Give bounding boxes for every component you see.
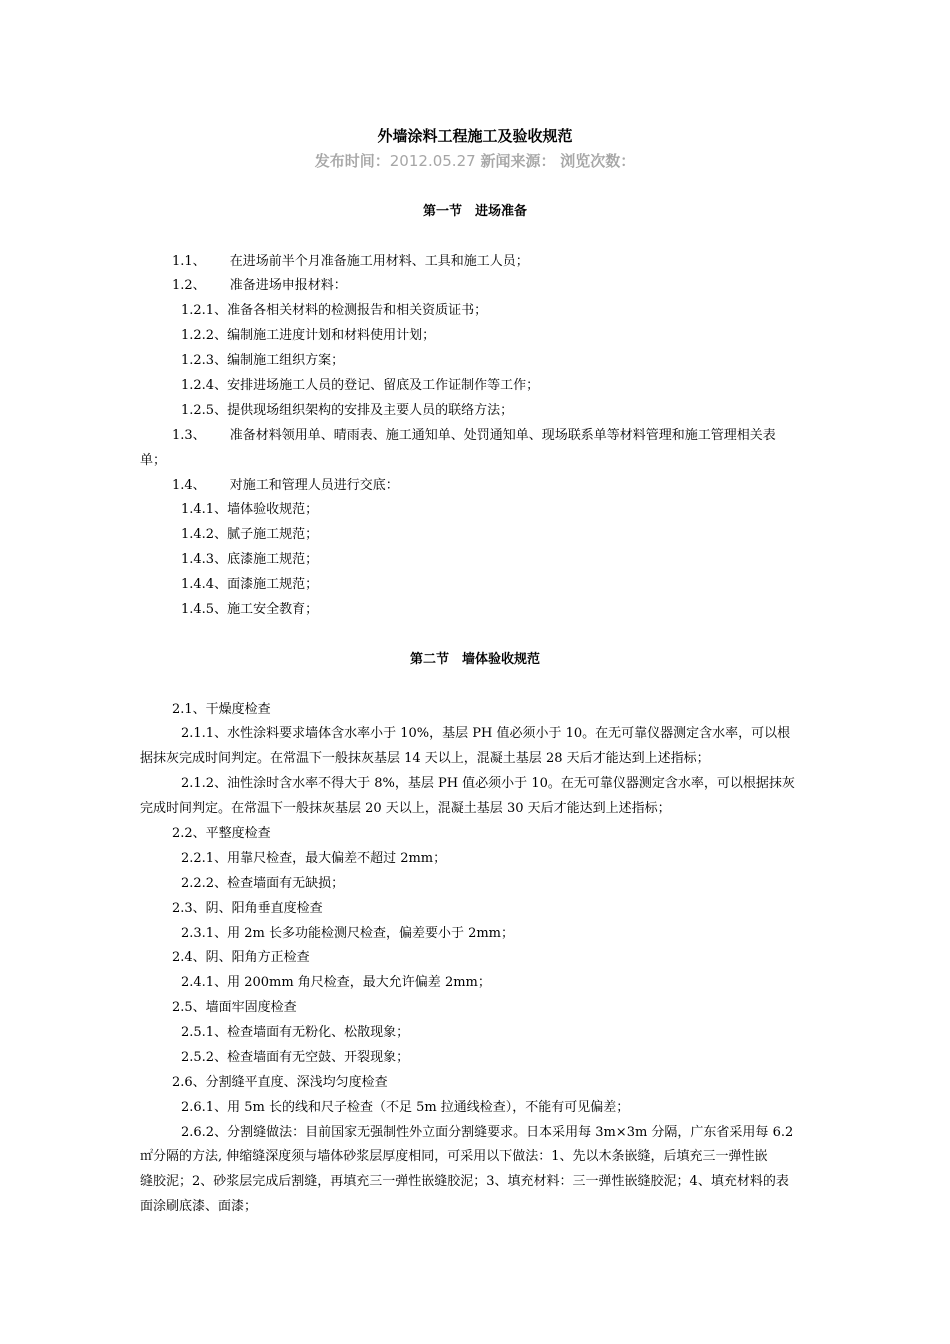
list-item: 2.2.1、用靠尺检查，最大偏差不超过 2mm； [181,851,447,866]
list-item: 2.1、干燥度检查 [172,702,271,717]
list-item: 2.6.1、用 5m 长的线和尺子检查（不足 5m 拉通线检查），不能有可见偏差； [181,1100,630,1115]
publish-label: 发布时间： [314,152,390,170]
article-meta [0,151,950,171]
list-item: 2.3.1、用 2m 长多功能检测尺检查，偏差要小于 2mm； [181,926,514,941]
list-item: 2.5.2、检查墙面有无空鼓、开裂现象； [181,1050,410,1065]
list-item-continuation: 缝胶泥；2、砂浆层完成后割缝，再填充三一弹性嵌缝胶泥；3、填充材料：三一弹性嵌缝胶泥；4、填充材料的表 [140,1174,789,1189]
list-item-continuation: 据抹灰完成时间判定。在常温下一般抹灰基层 14 天以上，混凝土基层 28 天后才能达到上述指标； [140,751,710,766]
list-item: 1.2.4、安排进场施工人员的登记、留底及工作证制作等工作； [181,378,540,393]
list-item: 2.4、阴、阳角方正检查 [172,950,310,965]
list-item: 1.2.1、准备各相关材料的检测报告和相关资质证书； [181,303,488,318]
list-item: 1.4.2、腻子施工规范； [181,527,319,542]
list-item: 2.3、阴、阳角垂直度检查 [172,901,323,916]
list-item-continuation: 面涂刷底漆、面漆； [140,1199,258,1214]
section-heading-1: 第一节 进场准备 [422,204,527,219]
list-item: 1.3、 准备材料领用单、晴雨表、施工通知单、处罚通知单、现场联系单等材料管理和施工管理相关表 [172,428,776,443]
list-item: 1.2.2、编制施工进度计划和材料使用计划； [181,328,436,343]
views-label: 浏览次数： [560,152,636,170]
list-item: 1.2.5、提供现场组织架构的安排及主要人员的联络方法； [181,403,514,418]
source-label: 新闻来源： [480,152,556,170]
list-item-continuation: 单； [140,453,167,468]
list-item: 2.4.1、用 200mm 角尺检查，最大允许偏差 2mm； [181,975,491,990]
list-item: 2.2、平整度检查 [172,826,271,841]
publish-date: 2012.05.27 [389,152,476,170]
list-item: 2.6.2、分割缝做法：目前国家无强制性外立面分割缝要求。日本采用每 3m×3m 分隔，广东省采用每 6.2 [181,1125,794,1140]
list-item: 2.5.1、检查墙面有无粉化、松散现象； [181,1025,410,1040]
list-item: 1.4、 对施工和管理人员进行交底： [172,478,399,493]
section-heading-2: 第二节 墙体验收规范 [409,652,540,667]
list-item: 2.5、墙面牢固度检查 [172,1000,297,1015]
list-item-continuation: 完成时间判定。在常温下一般抹灰基层 20 天以上，混凝土基层 30 天后才能达到上述指标； [140,801,671,816]
list-item: 2.6、分割缝平直度、深浅均匀度检查 [172,1075,388,1090]
list-item: 2.2.2、检查墙面有无缺损； [181,876,345,891]
list-item: 2.1.1、水性涂料要求墙体含水率小于 10%，基层 PH 值必须小于 10。在无可靠仪器测定含水率，可以根 [181,726,791,741]
list-item: 1.4.4、面漆施工规范； [181,577,319,592]
list-item: 1.1、 在进场前半个月准备施工用材料、工具和施工人员； [172,254,529,269]
list-item: 1.4.5、施工安全教育； [181,602,319,617]
page-title: 外墙涂料工程施工及验收规范 [377,127,573,145]
list-item: 1.4.3、底漆施工规范； [181,552,319,567]
list-item: 1.2.3、编制施工组织方案； [181,353,345,368]
list-item: 1.4.1、墙体验收规范； [181,502,319,517]
list-item: 1.2、 准备进场申报材料： [172,278,347,293]
list-item: 2.1.2、油性涂时含水率不得大于 8%，基层 PH 值必须小于 10。在无可靠仪器测定含水率，可以根据抹灰 [181,776,795,791]
list-item-continuation: ㎡分隔的方法, 伸缩缝深度须与墙体砂浆层厚度相同，可采用以下做法：1、先以木条嵌缝，后填充三一弹性嵌 [140,1149,768,1164]
